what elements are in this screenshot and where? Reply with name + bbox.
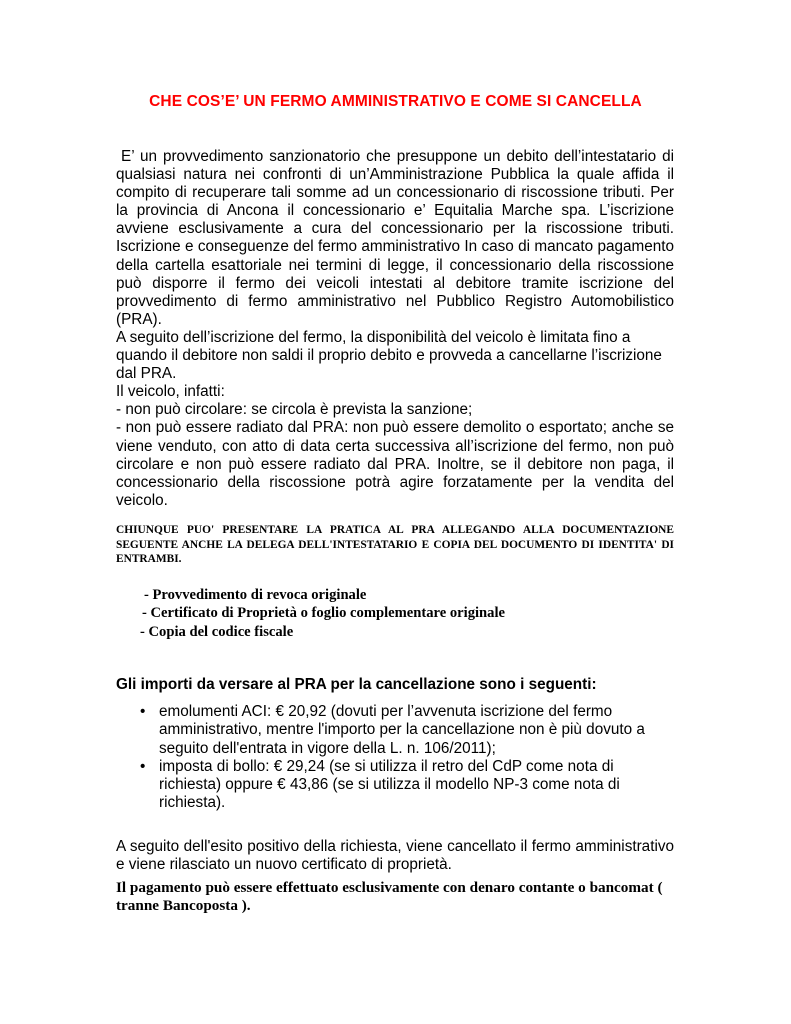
document-item: - Certificato di Proprietà o foglio complementare originale	[142, 605, 505, 622]
paragraph-no-deregistration: - non può essere radiato dal PRA: non può essere demolito o esportato; anche se viene venduto, con atto di data certa successiva all’iscrizione del fermo, non può circolare e non può essere radiato dal PRA. Inoltre, se il debitore non paga, il concessionario della riscossione potrà agire forzatamente per la vendita del veicolo.	[116, 419, 674, 509]
amounts-list	[140, 703, 660, 813]
amount-item	[140, 758, 660, 813]
amounts-heading: Gli importi da versare al PRA per la cancellazione sono i seguenti:	[116, 676, 597, 693]
notice-text: CHIUNQUE PUO' PRESENTARE LA PRATICA AL PRA ALLEGANDO ALLA DOCUMENTAZIONE SEGUENTE ANCHE LA DELEGA DELL'INTESTATARIO E COPIA DEL DOCUMENTO DI IDENTITA' DI ENTRAMBI.	[116, 524, 674, 566]
intro-section	[116, 148, 674, 510]
paragraph-vehicle-intro: Il veicolo, infatti:	[116, 383, 225, 401]
paragraph-definition: E’ un provvedimento sanzionatorio che presuppone un debito dell’intestatario di qualsiasi natura nei confronti di un’Amministrazione Pubblica la quale affida il compito di recuperare tali somme ad un concessionario di riscossione tributi. Per la provincia di Ancona il concessionario e’ Equitalia Marche spa. L’iscrizione avviene esclusivamente a cura del concessionario per la riscossione tributi. Iscrizione e conseguenze del fermo amministrativo In caso di mancato pagamento della cartella esattoriale nei termini di legge, il concessionario della riscossione può disporre il fermo dei veicoli intestati al debitore tramite iscrizione del provvedimento di fermo amministrativo nel Pubblico Registro Automobilistico (PRA).	[116, 148, 674, 328]
amount-text: emolumenti ACI: € 20,92 (dovuti per l’avvenuta iscrizione del fermo amministrativo, mentre l'importo per la cancellazione non è più dovuto a seguito dell'entrata in vigore della L. n. 106/2011);	[159, 703, 645, 757]
bullet-icon: •	[140, 757, 146, 775]
document-item: - Copia del codice fiscale	[140, 623, 294, 640]
outcome-paragraph: A seguito dell'esito positivo della richiesta, viene cancellato il fermo amministrativo e viene rilasciato un nuovo certificato di proprietà.	[116, 838, 674, 874]
bullet-icon: •	[140, 703, 146, 720]
page-title: CHE COS’E’ UN FERMO AMMINISTRATIVO E COME SI CANCELLA	[149, 93, 642, 110]
document-item: - Provvedimento di revoca originale	[144, 587, 367, 603]
paragraph-no-circulation: - non può circolare: se circola è prevista la sanzione;	[116, 401, 473, 419]
documents-list	[140, 586, 505, 641]
amount-text: imposta di bollo: € 29,24 (se si utilizza il retro del CdP come nota di richiesta) oppure € 43,86 (se si utilizza il modello NP-3 come nota di richiesta).	[159, 757, 620, 812]
amount-item	[140, 703, 660, 758]
paragraph-consequences: A seguito dell’iscrizione del fermo, la disponibilità del veicolo è limitata fino a quando il debitore non saldi il proprio debito e provveda a cancellarne l’iscrizione dal PRA.	[116, 328, 662, 383]
payment-note: Il pagamento può essere effettuato esclusivamente con denaro contante o bancomat ( tranne Bancoposta ).	[116, 879, 663, 915]
